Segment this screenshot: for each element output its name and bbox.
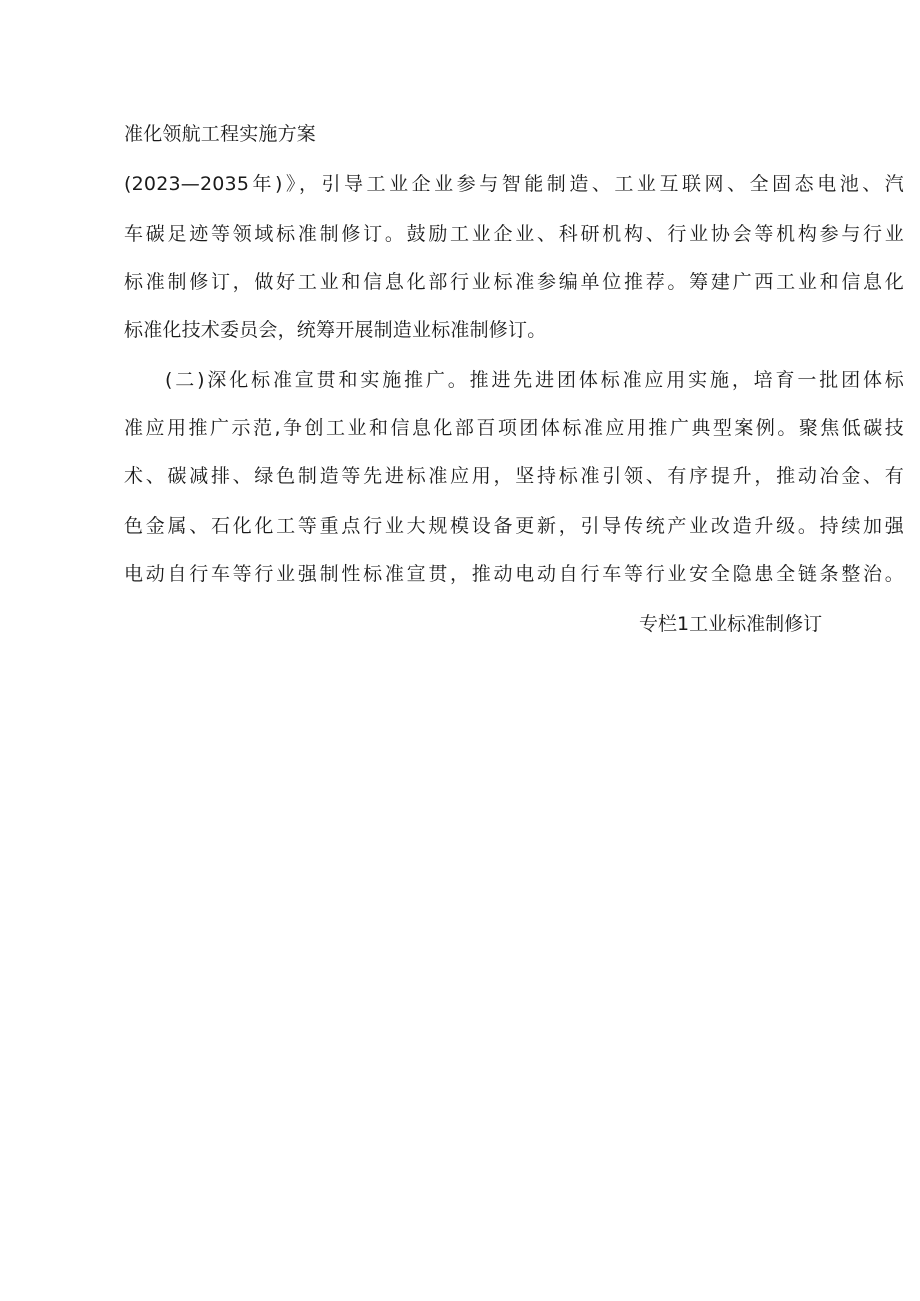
text-line: 准应用推广示范,争创工业和信息化部百项团体标准应用推广典型案例。聚焦低碳技 bbox=[124, 417, 904, 439]
text-line: 术、碳减排、绿色制造等先进标准应用，坚持标准引领、有序提升，推动冶金、有 bbox=[124, 465, 904, 487]
text-line: 电动自行车等行业强制性标准宣贯，推动电动自行车等行业安全隐患全链条整治。 bbox=[124, 563, 904, 585]
text-line: 准化领航工程实施方案 bbox=[124, 123, 317, 145]
text-line: (2023—2035年)》，引导工业企业参与智能制造、工业互联网、全固态电池、汽 bbox=[124, 173, 904, 195]
text-line: 标准制修订，做好工业和信息化部行业标准参编单位推荐。筹建广西工业和信息化 bbox=[124, 271, 904, 293]
column-box-title: 专栏1工业标准制修订 bbox=[639, 613, 823, 635]
text-line: 色金属、石化化工等重点行业大规模设备更新，引导传统产业改造升级。持续加强 bbox=[124, 515, 904, 537]
text-line: 标准化技术委员会，统筹开展制造业标准制修订。 bbox=[124, 319, 547, 341]
paragraph-heading-line: (二)深化标准宣贯和实施推广。推进先进团体标准应用实施，培育一批团体标 bbox=[165, 369, 904, 391]
text-line: 车碳足迹等领域标准制修订。鼓励工业企业、科研机构、行业协会等机构参与行业 bbox=[124, 223, 904, 245]
